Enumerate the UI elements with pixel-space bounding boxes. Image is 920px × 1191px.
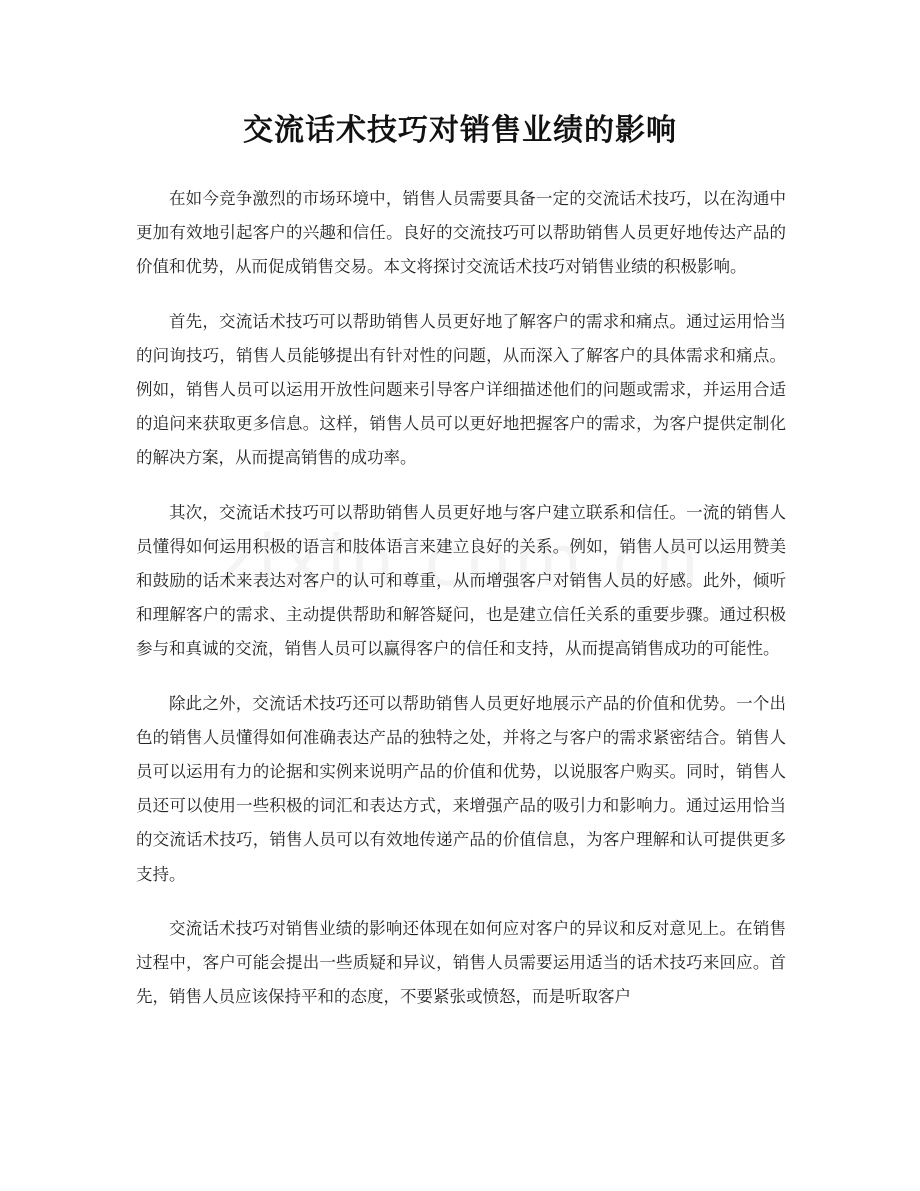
document-body <box>136 182 786 1034</box>
paragraph-2: 首先，交流话术技巧可以帮助销售人员更好地了解客户的需求和痛点。通过运用恰当的问询技巧，销售人员能够提出有针对性的问题，从而深入了解客户的具体需求和痛点。例如，销售人员可以运用开放性问题来引导客户详细描述他们的问题或需求，并运用合适的追问来获取更多信息。这样，销售人员可以更好地把握客户的需求，为客户提供定制化的解决方案，从而提高销售的成功率。 <box>136 311 786 468</box>
paragraph-4: 除此之外，交流话术技巧还可以帮助销售人员更好地展示产品的价值和优势。一个出色的销售人员懂得如何准确表达产品的独特之处，并将之与客户的需求紧密结合。销售人员可以运用有力的论据和实例来说明产品的价值和优势，以说服客户购买。同时，销售人员还可以使用一些积极的词汇和表达方式，来增强产品的吸引力和影响力。通过运用恰当的交流话术技巧，销售人员可以有效地传递产品的价值信息，为客户理解和认可提供更多支持。 <box>136 693 786 884</box>
document-title: 交流话术技巧对销售业绩的影响 <box>243 113 677 148</box>
paragraph-3: 其次，交流话术技巧可以帮助销售人员更好地与客户建立联系和信任。一流的销售人员懂得如何运用积极的语言和肢体语言来建立良好的关系。例如，销售人员可以运用赞美和鼓励的话术来表达对客户的认可和尊重，从而增强客户对销售人员的好感。此外，倾听和理解客户的需求、主动提供帮助和解答疑问，也是建立信任关系的重要步骤。通过积极参与和真诚的交流，销售人员可以赢得客户的信任和支持，从而提高销售成功的可能性。 <box>136 502 786 659</box>
paragraph-5: 交流话术技巧对销售业绩的影响还体现在如何应对客户的异议和反对意见上。在销售过程中，客户可能会提出一些质疑和异议，销售人员需要运用适当的话术技巧来回应。首先，销售人员应该保持平和的态度，不要紧张或愤怒，而是听取客户 <box>136 918 786 1007</box>
paragraph-1: 在如今竞争激烈的市场环境中，销售人员需要具备一定的交流话术技巧，以在沟通中更加有效地引起客户的兴趣和信任。良好的交流技巧可以帮助销售人员更好地传达产品的价值和优势，从而促成销售交易。本文将探讨交流话术技巧对销售业绩的积极影响。 <box>136 189 786 277</box>
